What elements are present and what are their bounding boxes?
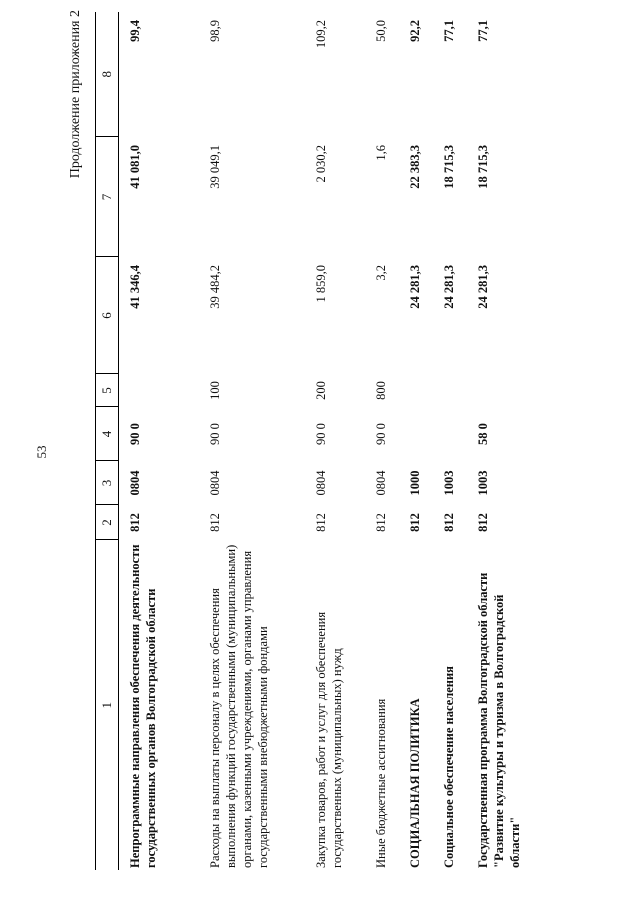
column-header: 6 (96, 257, 119, 374)
table-header (96, 12, 119, 870)
cell-code-2: 812 (408, 513, 422, 532)
cell-code-3: 0804 (208, 470, 222, 496)
cell-code-5: 100 (208, 381, 222, 400)
table-row (365, 12, 399, 870)
cell-code-5 (467, 374, 531, 407)
page-number: 53 (34, 445, 49, 459)
cell-code-4: 90 0 (314, 423, 328, 445)
cell-code-5 (119, 374, 200, 407)
cell-value-8: 92,2 (408, 20, 422, 42)
column-header: 5 (96, 374, 119, 407)
cell-value-7: 39 049,1 (208, 145, 222, 189)
row-name: Расходы на выплаты персоналу в целях обеспечения выполнения функций государственными (муниципальными) органами, казенными учреждениями, органами управления государственными внебюджетными фондами (208, 544, 270, 868)
cell-value-6: 1 859,0 (314, 265, 328, 303)
cell-code-5 (399, 374, 433, 407)
cell-code-4: 90 0 (208, 423, 222, 445)
cell-value-7: 18 715,3 (442, 145, 456, 189)
cell-code-3: 0804 (374, 470, 388, 496)
cell-code-2: 812 (476, 513, 490, 532)
table-row (199, 12, 305, 870)
cell-value-8: 50,0 (374, 20, 388, 42)
cell-code-2: 812 (314, 513, 328, 532)
table-row (467, 12, 531, 870)
cell-value-8: 98,9 (208, 20, 222, 42)
cell-value-6: 39 484,2 (208, 265, 222, 309)
table-row (433, 12, 467, 870)
cell-code-3: 0804 (128, 470, 142, 496)
table-row (119, 12, 200, 870)
cell-code-5: 200 (314, 381, 328, 400)
cell-code-3: 1003 (442, 470, 456, 496)
cell-value-6: 24 281,3 (408, 265, 422, 309)
cell-value-8: 77,1 (442, 20, 456, 42)
appendix-caption: Продолжение приложения 2 (68, 10, 83, 179)
table-row (399, 12, 433, 870)
cell-code-2: 812 (442, 513, 456, 532)
row-name: Социальное обеспечение населения (442, 666, 456, 868)
cell-code-2: 812 (208, 513, 222, 532)
cell-value-6: 41 346,4 (128, 265, 142, 309)
cell-code-5 (433, 374, 467, 407)
cell-code-4: 90 0 (374, 423, 388, 445)
row-name: Государственная программа Волгоградской области "Развитие культуры и туризма в Волгоградской области" (476, 572, 522, 868)
cell-code-3: 1003 (476, 470, 490, 496)
cell-value-7: 18 715,3 (476, 145, 490, 189)
cell-value-8: 99,4 (128, 20, 142, 42)
cell-code-2: 812 (128, 513, 142, 532)
column-header: 1 (96, 540, 119, 870)
row-name: Закупка товаров, работ и услуг для обеспечения государственных (муниципальных) нужд (314, 611, 344, 868)
cell-code-4 (433, 407, 467, 461)
cell-code-2: 812 (374, 513, 388, 532)
row-name: СОЦИАЛЬНАЯ ПОЛИТИКА (408, 698, 422, 868)
cell-value-6: 24 281,3 (476, 265, 490, 309)
cell-code-3: 1000 (408, 470, 422, 496)
table-row (305, 12, 365, 870)
cell-value-6: 3,2 (374, 265, 388, 281)
row-name: Непрограммные направления обеспечения деятельности государственных органов Волгоградской области (128, 544, 158, 868)
cell-value-8: 77,1 (476, 20, 490, 42)
cell-value-7: 1,6 (374, 145, 388, 161)
cell-code-4: 90 0 (128, 423, 142, 445)
cell-value-7: 41 081,0 (128, 145, 142, 189)
cell-value-7: 2 030,2 (314, 145, 328, 183)
column-header: 3 (96, 461, 119, 505)
cell-code-4: 58 0 (476, 423, 490, 445)
column-header: 8 (96, 12, 119, 137)
column-header: 4 (96, 407, 119, 461)
cell-value-6: 24 281,3 (442, 265, 456, 309)
cell-value-7: 22 383,3 (408, 145, 422, 189)
row-name: Иные бюджетные ассигнования (374, 698, 388, 868)
cell-code-3: 0804 (314, 470, 328, 496)
cell-code-4 (399, 407, 433, 461)
column-header: 7 (96, 137, 119, 257)
column-header: 2 (96, 505, 119, 540)
cell-code-5: 800 (374, 381, 388, 400)
budget-table (95, 12, 531, 870)
cell-value-8: 109,2 (314, 20, 328, 49)
